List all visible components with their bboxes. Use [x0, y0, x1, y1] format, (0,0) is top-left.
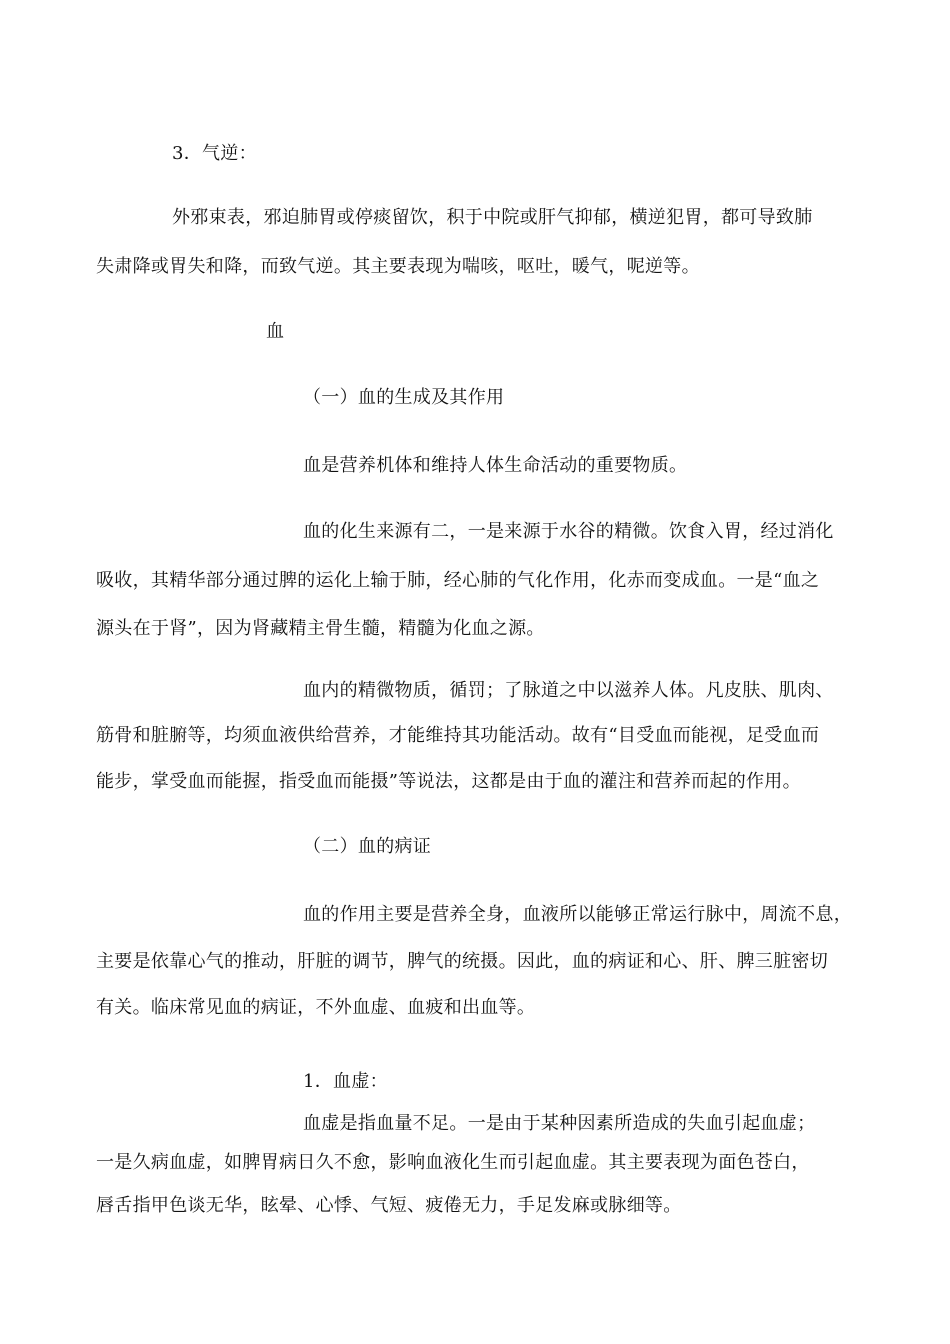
- paragraph-line: 血的作用主要是营养全身，血液所以能够正常运行脉中，周流不息，: [303, 904, 852, 925]
- paragraph-line: 唇舌指甲色谈无华，眩晕、心悸、气短、疲倦无力，手足发麻或脉细等。: [96, 1195, 682, 1216]
- paragraph-line: 血虚是指血量不足。一是由于某种因素所造成的失血引起血虚；: [303, 1113, 816, 1134]
- section1-heading: （一）血的生成及其作用: [303, 387, 505, 408]
- paragraph-line: 有关。临床常见血的病证，不外血虚、血疲和出血等。: [96, 997, 536, 1018]
- paragraph-line: 筋骨和脏腑等，均须血液供给营养，才能维持其功能活动。故有“目受血而能视，足受血而: [96, 725, 820, 746]
- paragraph-line: 能步，掌受血而能握，指受血而能摄”等说法，这都是由于血的灌注和营养而起的作用。: [96, 771, 801, 792]
- subsection1-heading: 1．血虚：: [303, 1071, 388, 1092]
- qini-paragraph-line: 外邪束表，邪迫肺胃或停痰留饮，积于中院或肝气抑郁，横逆犯胃，都可导致肺: [172, 207, 813, 228]
- paragraph-line: 一是久病血虚，如脾胃病日久不愈，影响血液化生而引起血虚。其主要表现为面色苍白，: [96, 1152, 810, 1173]
- paragraph-line: 源头在于肾”，因为肾藏精主骨生髓，精髓为化血之源。: [96, 618, 545, 639]
- paragraph-line: 血内的精微物质，循罚；了脉道之中以滋养人体。凡皮肤、肌肉、: [303, 680, 834, 701]
- paragraph-line: 吸收，其精华部分通过脾的运化上输于肺，经心肺的气化作用，化赤而变成血。一是“血之: [96, 570, 820, 591]
- paragraph-line: 血的化生来源有二，一是来源于水谷的精微。饮食入胃，经过消化: [303, 521, 834, 542]
- section-title-xue: 血: [266, 321, 285, 342]
- qini-paragraph-line: 失肃降或胃失和降，而致气逆。其主要表现为喘咳，呕吐，暖气，呢逆等。: [96, 256, 700, 277]
- section2-heading: （二）血的病证: [303, 836, 432, 857]
- paragraph-line: 血是营养机体和维持人体生命活动的重要物质。: [303, 455, 688, 476]
- paragraph-line: 主要是依靠心气的推动，肝脏的调节，脾气的统摄。因此，血的病证和心、肝、脾三脏密切: [96, 951, 828, 972]
- qini-heading: 3．气逆：: [172, 143, 257, 164]
